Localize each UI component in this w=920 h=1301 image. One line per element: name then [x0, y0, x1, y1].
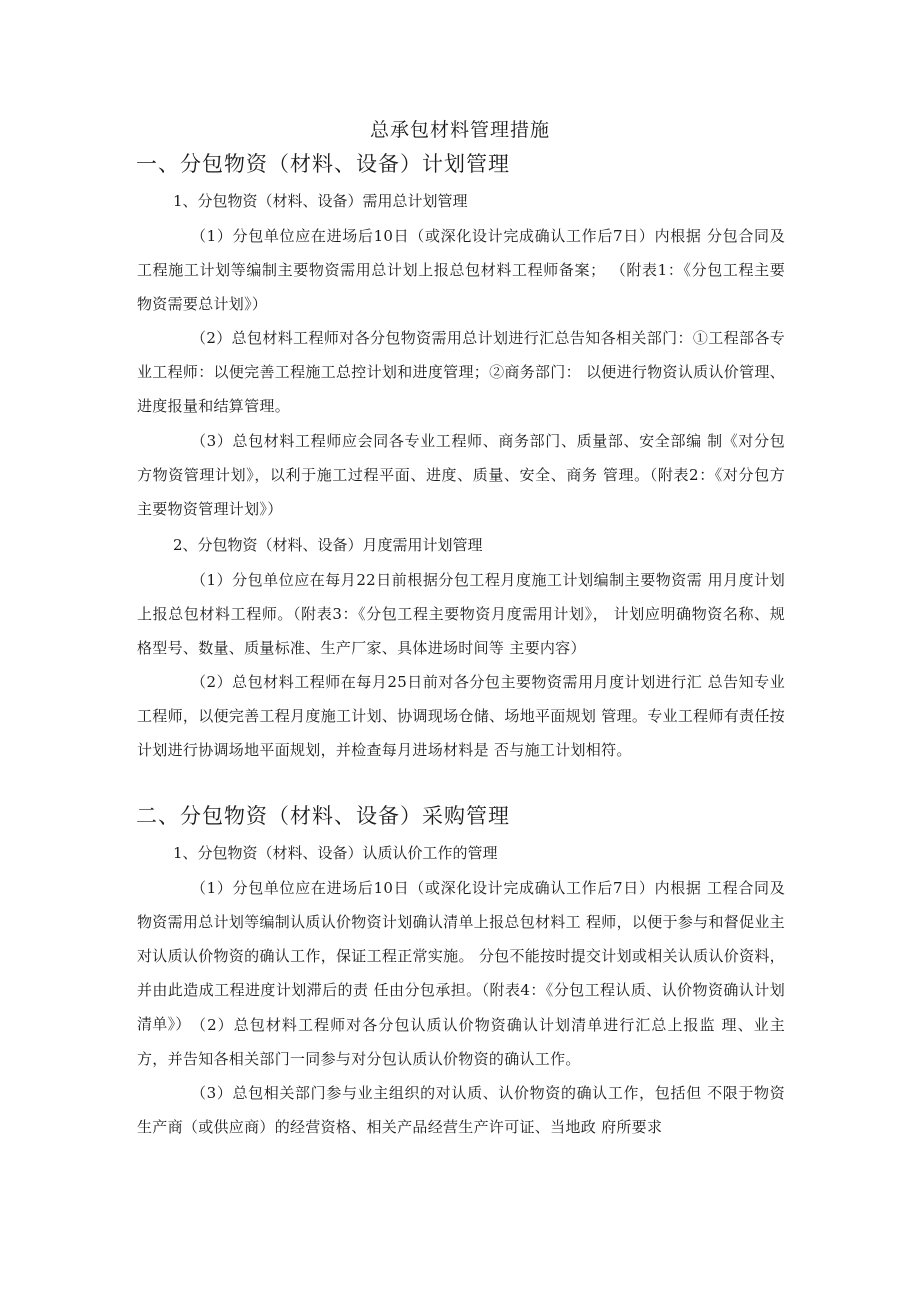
section-heading-2: 二、分包物资（材料、设备）采购管理	[136, 804, 510, 828]
subsection-heading-2-1: 1、分包物资（材料、设备）认质认价工作的管理	[173, 844, 498, 862]
paragraph: （3）总包材料工程师应会同各专业工程师、商务部门、质量部、安全部编 制《对分包方物资管理计划》，以利于施工过程平面、进度、质量、安全、商务 管理。（附表2：《对分包方主要物资管理计划》）	[137, 432, 785, 518]
paragraph: （2）总包材料工程师对各分包认质认价物资确认计划清单进行汇总上报监 理、业主方，并告知各相关部门一同参与对分包认质认价物资的确认工作。	[137, 1016, 785, 1068]
paragraph: （1）分包单位应在进场后10日（或深化设计完成确认工作后7日）内根据 工程合同及物资需用总计划等编制认质认价物资计划确认清单上报总包材料工 程师，以便于参与和督促业主对认质认价物资的确认工作，保证工程正常实施。 分包不能按时提交计划或相关认质认价资料，并由此造成工程进度计划滞后的责 任由分包承担。（附表4：《分包工程认质、认价物资确认计划清单》）	[137, 879, 785, 1033]
section-heading-1: 一、分包物资（材料、设备）计划管理	[136, 152, 510, 176]
paragraph: （1）分包单位应在进场后10日（或深化设计完成确认工作后7日）内根据 分包合同及工程施工计划等编制主要物资需用总计划上报总包材料工程师备案； （附表1：《分包工程主要物资需要总计划》）	[137, 227, 785, 313]
paragraph: （1）分包单位应在每月22日前根据分包工程月度施工计划编制主要物资需 用月度计划上报总包材料工程师。（附表3：《分包工程主要物资月度需用计划》， 计划应明确物资名称、规格型号、数量、质量标准、生产厂家、具体进场时间等 主要内容）	[137, 571, 785, 657]
paragraph: （2）总包材料工程师对各分包物资需用总计划进行汇总告知各相关部门：①工程部各专业工程师：以便完善工程施工总控计划和进度管理；②商务部门： 以便进行物资认质认价管理、进度报量和结算管理。	[137, 329, 785, 415]
paragraph: （3）总包相关部门参与业主组织的对认质、认价物资的确认工作，包括但 不限于物资生产商（或供应商）的经营资格、相关产品经营生产许可证、当地政 府所要求	[137, 1084, 785, 1136]
subsection-heading-1-1: 1、分包物资（材料、设备）需用总计划管理	[173, 192, 468, 210]
paragraph: （2）总包材料工程师在每月25日前对各分包主要物资需用月度计划进行汇 总告知专业工程师，以便完善工程月度施工计划、协调现场仓储、场地平面规划 管理。专业工程师有责任按计划进行协调场地平面规划，并检查每月进场材料是 否与施工计划相符。	[137, 673, 785, 759]
subsection-heading-1-2: 2、分包物资（材料、设备）月度需用计划管理	[173, 536, 483, 554]
document-title: 总承包材料管理措施	[369, 119, 550, 141]
